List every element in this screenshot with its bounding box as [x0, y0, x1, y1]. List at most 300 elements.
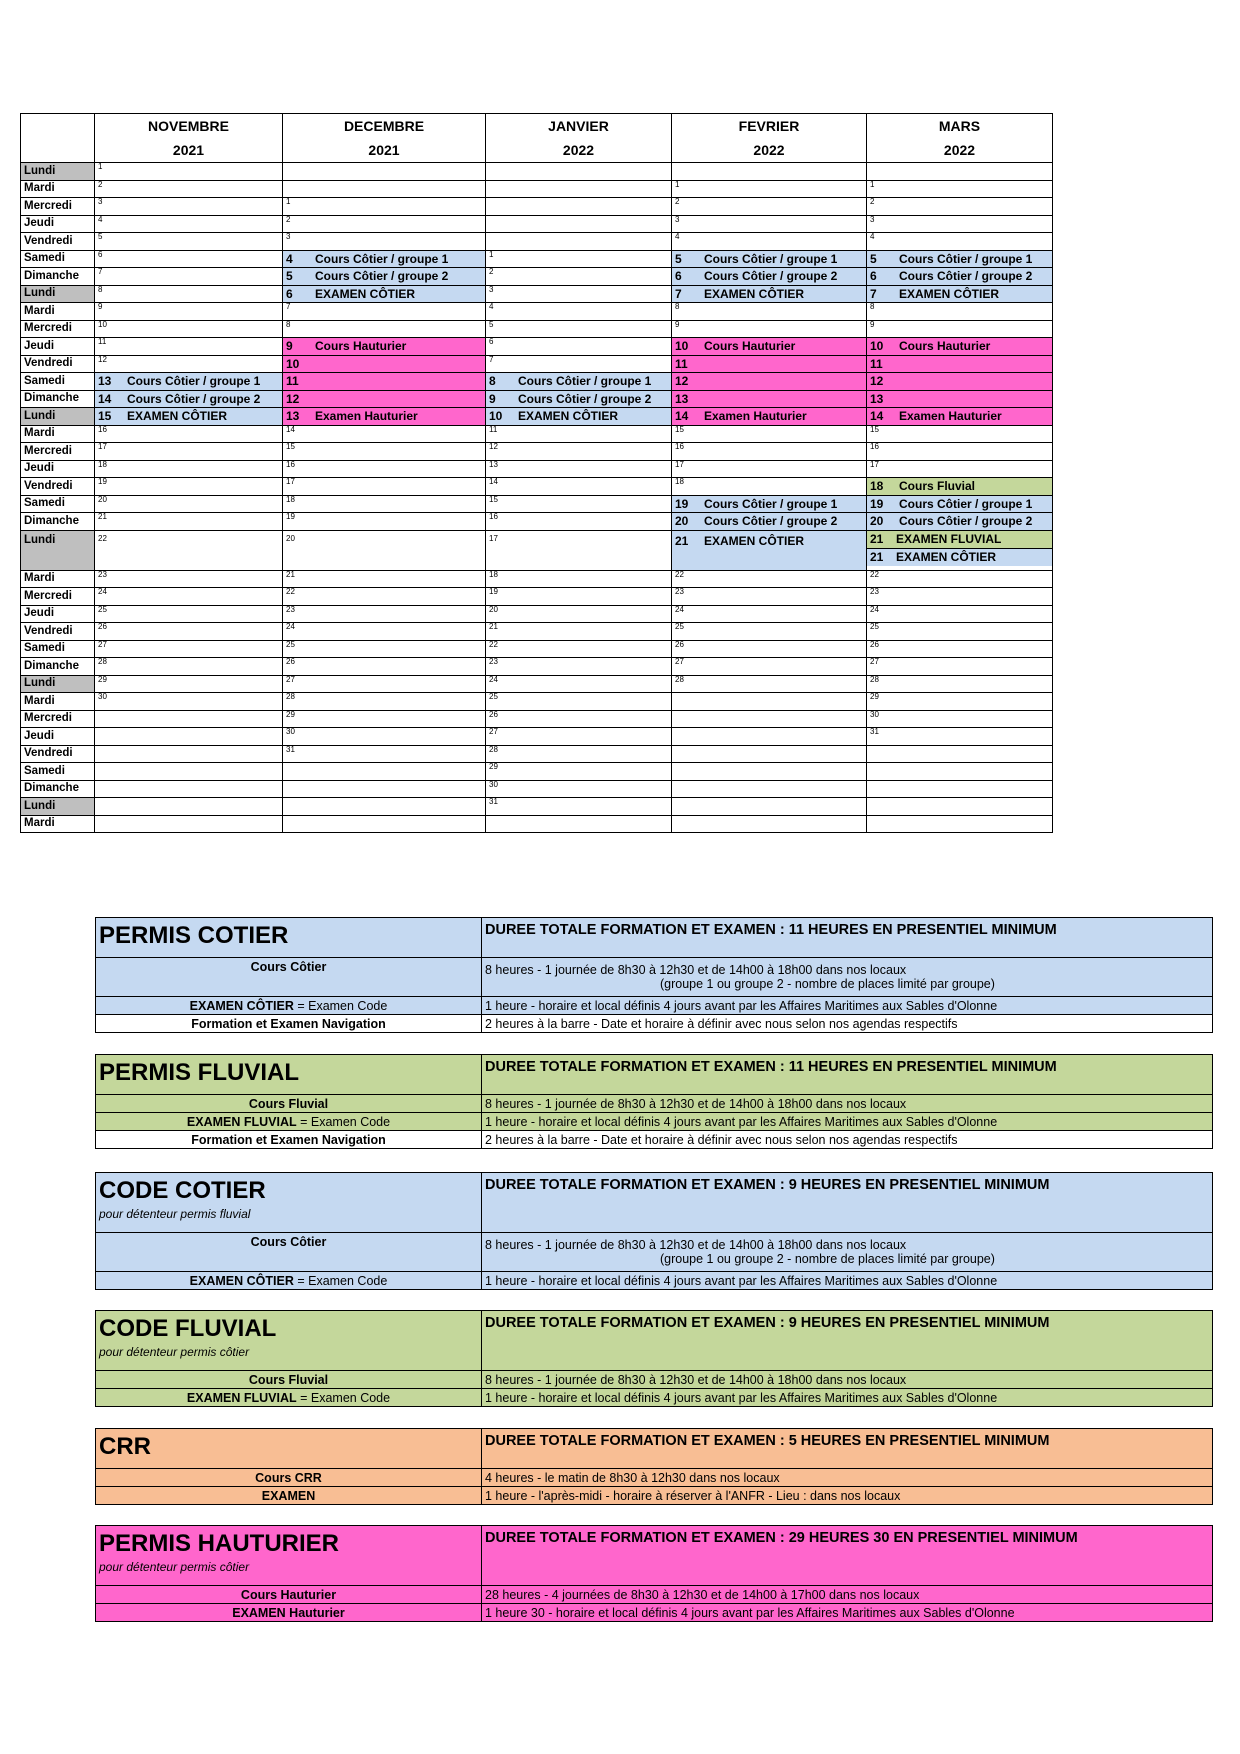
calendar-cell: 3	[867, 215, 1053, 233]
weekday-cell: Mercredi	[21, 588, 95, 606]
month-header	[867, 114, 1053, 163]
calendar-cell: 14	[486, 478, 672, 496]
calendar-row	[21, 285, 1053, 303]
course-row-label: EXAMEN CÔTIER = Examen Code	[96, 997, 482, 1015]
course-row-text: 1 heure - horaire et local définis 4 jours avant par les Affaires Maritimes aux Sables d'Olonne	[482, 1113, 1213, 1131]
calendar-event: 11	[867, 355, 1053, 373]
calendar-cell: 28	[672, 675, 867, 693]
calendar-cell: 5	[486, 320, 672, 338]
course-row-label: EXAMEN CÔTIER = Examen Code	[96, 1272, 482, 1290]
calendar-cell: 15	[672, 425, 867, 443]
calendar-cell	[95, 798, 283, 816]
calendar-cell: 28	[283, 693, 486, 711]
course-row-label: Cours Fluvial	[96, 1095, 482, 1113]
weekday-cell: Mercredi	[21, 710, 95, 728]
weekday-cell: Mercredi	[21, 320, 95, 338]
calendar-cell	[867, 763, 1053, 781]
calendar-cell	[672, 763, 867, 781]
calendar-cell: 19	[95, 478, 283, 496]
calendar-cell: 3	[672, 215, 867, 233]
calendar-cell: 4	[867, 233, 1053, 251]
calendar-row	[21, 815, 1053, 833]
calendar-cell	[672, 728, 867, 746]
calendar-row	[21, 658, 1053, 676]
course-row	[96, 1469, 1213, 1487]
calendar-row	[21, 250, 1053, 268]
calendar-cell: 7	[95, 268, 283, 286]
weekday-cell: Jeudi	[21, 460, 95, 478]
calendar-row	[21, 693, 1053, 711]
weekday-cell: Mardi	[21, 180, 95, 198]
course-title-cell	[96, 1526, 482, 1586]
course-subtitle: pour détenteur permis fluvial	[99, 1207, 251, 1221]
course-row-text: 4 heures - le matin de 8h30 à 12h30 dans nos locaux	[482, 1469, 1213, 1487]
course-title: PERMIS COTIER	[99, 922, 289, 949]
calendar-event: 13 Cours Côtier / groupe 1	[95, 373, 283, 391]
course-row-text: 1 heure - horaire et local définis 4 jours avant par les Affaires Maritimes aux Sables d'Olonne	[482, 997, 1213, 1015]
course-row	[96, 1371, 1213, 1389]
calendar-event: 4 Cours Côtier / groupe 1	[283, 250, 486, 268]
calendar-cell: 27	[95, 640, 283, 658]
calendar-cell	[867, 798, 1053, 816]
calendar-cell: 17	[672, 460, 867, 478]
weekday-cell: Jeudi	[21, 338, 95, 356]
course-row-label: Formation et Examen Navigation	[96, 1015, 482, 1033]
weekday-cell: Mardi	[21, 570, 95, 588]
month-year: 2021	[368, 142, 400, 158]
course-title: CODE FLUVIAL	[99, 1315, 277, 1342]
calendar-cell	[283, 180, 486, 198]
weekday-cell: Dimanche	[21, 513, 95, 531]
calendar-cell: 24	[672, 605, 867, 623]
calendar-event: 10 EXAMEN CÔTIER	[486, 408, 672, 426]
calendar-cell: 15	[867, 425, 1053, 443]
course-title: CODE COTIER	[99, 1177, 266, 1204]
course-row-text: 1 heure - horaire et local définis 4 jours avant par les Affaires Maritimes aux Sables d'Olonne	[482, 1389, 1213, 1407]
month-header	[95, 114, 283, 163]
course-row	[96, 958, 1213, 997]
calendar-cell: 5	[95, 233, 283, 251]
calendar-row	[21, 180, 1053, 198]
calendar-cell: 31	[867, 728, 1053, 746]
weekday-cell: Mardi	[21, 425, 95, 443]
calendar-cell	[95, 728, 283, 746]
calendar-cell: 8	[283, 320, 486, 338]
calendar-event: 20 Cours Côtier / groupe 2	[867, 513, 1053, 531]
calendar-event: 6 EXAMEN CÔTIER	[283, 285, 486, 303]
calendar-cell: 9	[867, 320, 1053, 338]
calendar-cell: 2	[672, 198, 867, 216]
calendar-cell: 23	[672, 588, 867, 606]
calendar-cell: 21	[95, 513, 283, 531]
calendar-event: 18 Cours Fluvial	[867, 478, 1053, 496]
calendar-cell: 15	[486, 495, 672, 513]
calendar-cell	[672, 815, 867, 833]
calendar-cell: 18	[283, 495, 486, 513]
weekday-cell: Dimanche	[21, 780, 95, 798]
calendar-event: 10	[283, 355, 486, 373]
calendar-row	[21, 495, 1053, 513]
calendar-cell: 26	[283, 658, 486, 676]
calendar-cell: 22	[867, 570, 1053, 588]
course-row-text: 1 heure - l'après-midi - horaire à réserver à l'ANFR - Lieu : dans nos locaux	[482, 1487, 1213, 1505]
calendar-cell: 17	[283, 478, 486, 496]
calendar-cell	[95, 710, 283, 728]
calendar-cell	[486, 163, 672, 181]
month-name: JANVIER	[548, 118, 609, 134]
calendar-cell	[283, 780, 486, 798]
calendar-cell: 25	[486, 693, 672, 711]
calendar-cell	[867, 815, 1053, 833]
course-header-row	[96, 1311, 1213, 1371]
course-title-cell	[96, 1173, 482, 1233]
calendar-cell: 27	[283, 675, 486, 693]
weekday-cell: Dimanche	[21, 268, 95, 286]
course-row	[96, 1586, 1213, 1604]
calendar-event: 12	[867, 373, 1053, 391]
calendar-cell	[867, 780, 1053, 798]
calendar-cell	[95, 815, 283, 833]
course-row	[96, 1604, 1213, 1622]
course-row-label: Cours Côtier	[96, 958, 482, 997]
calendar-cell: 18	[672, 478, 867, 496]
weekday-cell: Mardi	[21, 693, 95, 711]
calendar-cell: 26	[672, 640, 867, 658]
calendar-row	[21, 268, 1053, 286]
calendar-cell: 8	[672, 303, 867, 321]
calendar-cell: 17	[867, 460, 1053, 478]
calendar-cell: 19	[283, 513, 486, 531]
course-row-text: 2 heures à la barre - Date et horaire à définir avec nous selon nos agendas respectifs	[482, 1131, 1213, 1149]
calendar-event: 9 Cours Côtier / groupe 2	[486, 390, 672, 408]
calendar-cell: 29	[867, 693, 1053, 711]
course-row-text: 8 heures - 1 journée de 8h30 à 12h30 et de 14h00 à 18h00 dans nos locaux (groupe 1 ou groupe 2 - nombre de places limité par groupe)	[482, 1233, 1213, 1272]
calendar-cell: 16	[95, 425, 283, 443]
course-row-text: 1 heure 30 - horaire et local définis 4 jours avant par les Affaires Maritimes aux Sables d'Olonne	[482, 1604, 1213, 1622]
month-name: FEVRIER	[738, 118, 800, 134]
calendar-cell	[672, 798, 867, 816]
course-row-text: 1 heure - horaire et local définis 4 jours avant par les Affaires Maritimes aux Sables d'Olonne	[482, 1272, 1213, 1290]
month-name: MARS	[938, 118, 981, 134]
calendar-cell: 13	[486, 460, 672, 478]
course-title: PERMIS FLUVIAL	[99, 1059, 300, 1086]
calendar-cell	[486, 233, 672, 251]
calendar-cell	[486, 198, 672, 216]
calendar-event: 11	[672, 355, 867, 373]
calendar-cell	[672, 745, 867, 763]
calendar-row	[21, 513, 1053, 531]
calendar-cell: 28	[486, 745, 672, 763]
calendar-event: 7 EXAMEN CÔTIER	[867, 285, 1053, 303]
month-name: DECEMBRE	[343, 118, 425, 134]
calendar-event: 14 Examen Hauturier	[672, 408, 867, 426]
calendar-cell	[672, 693, 867, 711]
calendar-cell: 22	[283, 588, 486, 606]
course-duration: DUREE TOTALE FORMATION ET EXAMEN : 11 HEURES EN PRESENTIEL MINIMUM	[482, 1055, 1213, 1095]
calendar-row	[21, 460, 1053, 478]
calendar-cell: 3	[486, 285, 672, 303]
calendar-event: 5 Cours Côtier / groupe 1	[672, 250, 867, 268]
calendar-cell: 2	[867, 198, 1053, 216]
calendar-row	[21, 780, 1053, 798]
calendar-event: 21 EXAMEN CÔTIER	[867, 549, 1052, 566]
calendar-row	[21, 745, 1053, 763]
calendar-cell-split	[867, 530, 1053, 570]
calendar-cell: 27	[672, 658, 867, 676]
course-duration: DUREE TOTALE FORMATION ET EXAMEN : 29 HEURES 30 EN PRESENTIEL MINIMUM	[482, 1526, 1213, 1586]
course-title: CRR	[99, 1433, 151, 1460]
weekday-cell: Lundi	[21, 408, 95, 426]
calendar-cell	[867, 163, 1053, 181]
calendar-cell: 30	[95, 693, 283, 711]
course-row-text: 28 heures - 4 journées de 8h30 à 12h30 et de 14h00 à 17h00 dans nos locaux	[482, 1586, 1213, 1604]
calendar-cell: 1	[867, 180, 1053, 198]
weekday-cell: Jeudi	[21, 728, 95, 746]
course-row-label: EXAMEN FLUVIAL = Examen Code	[96, 1113, 482, 1131]
course-box	[95, 1310, 1213, 1407]
calendar-cell: 25	[672, 623, 867, 641]
calendar-row	[21, 390, 1053, 408]
calendar-row	[21, 408, 1053, 426]
calendar-header-row	[21, 114, 1053, 163]
calendar-row	[21, 798, 1053, 816]
course-row	[96, 1015, 1213, 1033]
calendar-event: 6 Cours Côtier / groupe 2	[672, 268, 867, 286]
calendar-cell: 17	[95, 443, 283, 461]
calendar-cell: 17	[486, 530, 672, 570]
calendar-event: 21 EXAMEN FLUVIAL	[867, 531, 1052, 549]
calendar-row	[21, 215, 1053, 233]
month-header	[672, 114, 867, 163]
calendar-event: 7 EXAMEN CÔTIER	[672, 285, 867, 303]
course-duration: DUREE TOTALE FORMATION ET EXAMEN : 5 HEURES EN PRESENTIEL MINIMUM	[482, 1429, 1213, 1469]
course-header-row	[96, 1429, 1213, 1469]
calendar-cell: 19	[486, 588, 672, 606]
weekday-cell: Jeudi	[21, 215, 95, 233]
course-row-text: 8 heures - 1 journée de 8h30 à 12h30 et de 14h00 à 18h00 dans nos locaux (groupe 1 ou groupe 2 - nombre de places limité par groupe)	[482, 958, 1213, 997]
calendar-row	[21, 570, 1053, 588]
calendar-cell: 12	[95, 355, 283, 373]
weekday-cell: Jeudi	[21, 605, 95, 623]
weekday-cell: Vendredi	[21, 355, 95, 373]
course-row-label: EXAMEN Hauturier	[96, 1604, 482, 1622]
weekday-cell: Lundi	[21, 530, 95, 570]
course-title-cell	[96, 1429, 482, 1469]
calendar-row	[21, 198, 1053, 216]
calendar-event: 12	[672, 373, 867, 391]
course-row-text: 2 heures à la barre - Date et horaire à définir avec nous selon nos agendas respectifs	[482, 1015, 1213, 1033]
calendar-cell: 7	[486, 355, 672, 373]
calendar-row	[21, 530, 1053, 570]
calendar-cell	[672, 163, 867, 181]
calendar-cell: 3	[95, 198, 283, 216]
calendar-row	[21, 303, 1053, 321]
course-title: PERMIS HAUTURIER	[99, 1530, 340, 1557]
course-row-label: Cours Hauturier	[96, 1586, 482, 1604]
calendar-cell: 29	[95, 675, 283, 693]
calendar-cell: 29	[283, 710, 486, 728]
month-year: 2022	[753, 142, 785, 158]
course-subtitle: pour détenteur permis côtier	[99, 1560, 250, 1574]
calendar-cell: 27	[486, 728, 672, 746]
calendar-cell: 23	[95, 570, 283, 588]
calendar-cell: 26	[867, 640, 1053, 658]
calendar-event: 10 Cours Hauturier	[867, 338, 1053, 356]
calendar-cell	[95, 780, 283, 798]
calendar-cell: 28	[867, 675, 1053, 693]
month-header	[486, 114, 672, 163]
calendar-cell: 26	[95, 623, 283, 641]
calendar-cell: 18	[95, 460, 283, 478]
course-title-cell	[96, 1055, 482, 1095]
calendar-row	[21, 763, 1053, 781]
calendar-cell	[283, 163, 486, 181]
calendar-cell: 22	[95, 530, 283, 570]
calendar-cell	[95, 745, 283, 763]
calendar-event: 13 Examen Hauturier	[283, 408, 486, 426]
calendar-cell: 8	[95, 285, 283, 303]
calendar-cell: 24	[486, 675, 672, 693]
weekday-cell: Mardi	[21, 815, 95, 833]
course-header-row	[96, 918, 1213, 958]
calendar-cell	[867, 745, 1053, 763]
calendar-row	[21, 728, 1053, 746]
calendar-cell: 29	[486, 763, 672, 781]
weekday-cell: Samedi	[21, 250, 95, 268]
weekday-cell: Dimanche	[21, 390, 95, 408]
calendar-cell	[283, 763, 486, 781]
calendar-cell: 31	[486, 798, 672, 816]
course-box	[95, 1172, 1213, 1290]
course-row-label: Formation et Examen Navigation	[96, 1131, 482, 1149]
calendar-cell: 2	[95, 180, 283, 198]
calendar-event: 5 Cours Côtier / groupe 1	[867, 250, 1053, 268]
calendar-cell	[95, 763, 283, 781]
calendar-cell	[486, 215, 672, 233]
calendar-event: 20 Cours Côtier / groupe 2	[672, 513, 867, 531]
course-row-text: 8 heures - 1 journée de 8h30 à 12h30 et de 14h00 à 18h00 dans nos locaux	[482, 1095, 1213, 1113]
calendar-cell: 25	[95, 605, 283, 623]
calendar-cell: 6	[486, 338, 672, 356]
calendar-cell: 24	[867, 605, 1053, 623]
calendar-row	[21, 355, 1053, 373]
course-row-text: 8 heures - 1 journée de 8h30 à 12h30 et de 14h00 à 18h00 dans nos locaux	[482, 1371, 1213, 1389]
calendar-cell: 20	[283, 530, 486, 570]
calendar-cell: 3	[283, 233, 486, 251]
calendar-event: 12	[283, 390, 486, 408]
calendar-cell: 25	[283, 640, 486, 658]
weekday-cell: Dimanche	[21, 658, 95, 676]
course-row	[96, 997, 1213, 1015]
calendar-cell: 30	[867, 710, 1053, 728]
calendar-cell	[486, 815, 672, 833]
calendar-cell: 1	[95, 163, 283, 181]
calendar-row	[21, 443, 1053, 461]
calendar-cell: 1	[486, 250, 672, 268]
calendar-cell: 16	[867, 443, 1053, 461]
month-name: NOVEMBRE	[148, 118, 229, 134]
weekday-cell: Mercredi	[21, 198, 95, 216]
course-subtitle: pour détenteur permis côtier	[99, 1345, 250, 1359]
month-year: 2021	[172, 142, 205, 158]
calendar-cell: 15	[283, 443, 486, 461]
calendar-event: 14 Examen Hauturier	[867, 408, 1053, 426]
course-row-label: EXAMEN	[96, 1487, 482, 1505]
calendar-cell: 23	[867, 588, 1053, 606]
calendar-cell: 9	[95, 303, 283, 321]
calendar-cell: 26	[486, 710, 672, 728]
calendar-row	[21, 605, 1053, 623]
calendar-cell: 23	[486, 658, 672, 676]
course-duration: DUREE TOTALE FORMATION ET EXAMEN : 9 HEURES EN PRESENTIEL MINIMUM	[482, 1173, 1213, 1233]
calendar-event: 5 Cours Côtier / groupe 2	[283, 268, 486, 286]
weekday-cell: Samedi	[21, 763, 95, 781]
calendar-cell: 12	[486, 443, 672, 461]
calendar-cell: 21	[486, 623, 672, 641]
calendar-cell: 16	[486, 513, 672, 531]
calendar-cell: 21	[283, 570, 486, 588]
course-box	[95, 1054, 1213, 1149]
calendar-cell: 7	[283, 303, 486, 321]
calendar-table	[20, 113, 1053, 833]
calendar-cell: 31	[283, 745, 486, 763]
weekday-cell: Samedi	[21, 640, 95, 658]
calendar-row	[21, 338, 1053, 356]
course-box	[95, 1525, 1213, 1622]
calendar-row	[21, 710, 1053, 728]
calendar-cell: 11	[486, 425, 672, 443]
calendar-cell: 14	[283, 425, 486, 443]
calendar-row	[21, 478, 1053, 496]
calendar-cell: 4	[95, 215, 283, 233]
calendar-row	[21, 640, 1053, 658]
calendar-cell: 25	[867, 623, 1053, 641]
course-row	[96, 1095, 1213, 1113]
weekday-cell: Vendredi	[21, 745, 95, 763]
weekday-cell: Vendredi	[21, 623, 95, 641]
calendar-cell: 10	[95, 320, 283, 338]
course-row-label: Cours Fluvial	[96, 1371, 482, 1389]
calendar-cell: 22	[486, 640, 672, 658]
calendar-row	[21, 373, 1053, 391]
calendar-cell: 6	[95, 250, 283, 268]
weekday-cell: Lundi	[21, 285, 95, 303]
calendar-cell: 1	[672, 180, 867, 198]
weekday-cell: Samedi	[21, 495, 95, 513]
course-title-cell	[96, 1311, 482, 1371]
calendar-cell: 2	[486, 268, 672, 286]
calendar-event: 13	[867, 390, 1053, 408]
course-row-label: Cours CRR	[96, 1469, 482, 1487]
calendar-cell: 16	[283, 460, 486, 478]
calendar-event: 14 Cours Côtier / groupe 2	[95, 390, 283, 408]
calendar-cell: 16	[672, 443, 867, 461]
header-blank	[21, 114, 95, 163]
calendar-row	[21, 588, 1053, 606]
calendar-cell	[672, 710, 867, 728]
calendar-event: 15 EXAMEN CÔTIER	[95, 408, 283, 426]
calendar-cell: 22	[672, 570, 867, 588]
course-duration: DUREE TOTALE FORMATION ET EXAMEN : 9 HEURES EN PRESENTIEL MINIMUM	[482, 1311, 1213, 1371]
calendar-cell	[283, 798, 486, 816]
calendar-event: 8 Cours Côtier / groupe 1	[486, 373, 672, 391]
calendar-cell: 24	[283, 623, 486, 641]
weekday-cell: Mardi	[21, 303, 95, 321]
calendar-event: 6 Cours Côtier / groupe 2	[867, 268, 1053, 286]
weekday-cell: Vendredi	[21, 478, 95, 496]
calendar-cell: 30	[283, 728, 486, 746]
calendar-event: 19 Cours Côtier / groupe 1	[867, 495, 1053, 513]
